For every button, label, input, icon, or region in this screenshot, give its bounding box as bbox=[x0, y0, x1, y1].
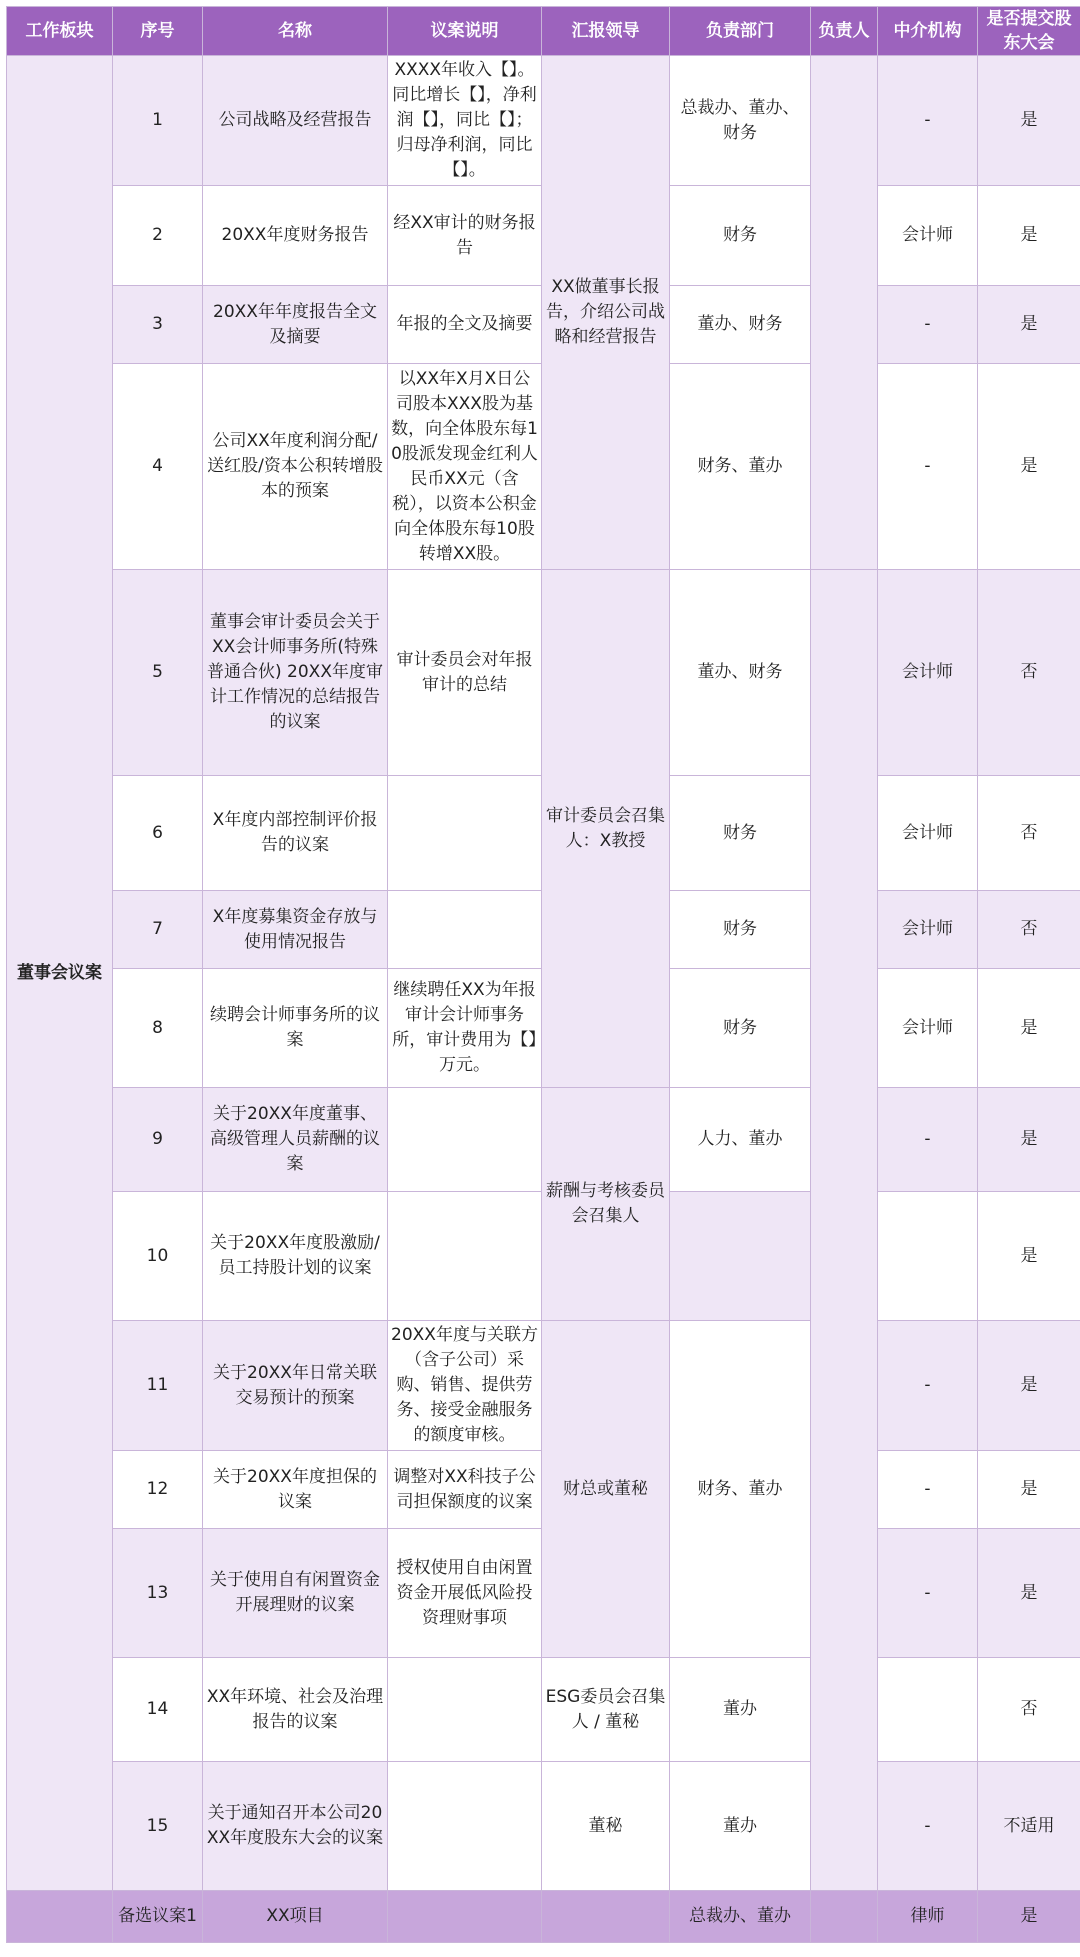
proposal-description: 以XX年X月X日公司股本XXX股为基数，向全体股东每10股派发现金红利人民币XX元（含税），以资本公积金向全体股东每10股转增XX股。 bbox=[388, 364, 542, 570]
proposal-name: 20XX年年度报告全文及摘要 bbox=[203, 286, 388, 364]
header-cell: 负责部门 bbox=[670, 7, 811, 56]
report-leader: ESG委员会召集人 / 董秘 bbox=[542, 1658, 670, 1762]
row-number: 3 bbox=[113, 286, 203, 364]
header-cell: 负责人 bbox=[811, 7, 878, 56]
responsible-dept: 财务 bbox=[670, 891, 811, 969]
proposal-name: 董事会审计委员会关于XX会计师事务所(特殊普通合伙) 20XX年度审计工作情况的总结报告的议案 bbox=[203, 570, 388, 776]
submit-flag: 是 bbox=[978, 1529, 1080, 1658]
intermediary bbox=[878, 1658, 978, 1762]
responsible-person bbox=[811, 570, 878, 1891]
proposal-name: 公司XX年度利润分配/送红股/资本公积转增股本的预案 bbox=[203, 364, 388, 570]
row-number: 11 bbox=[113, 1321, 203, 1451]
submit-flag: 是 bbox=[978, 1321, 1080, 1451]
report-leader bbox=[542, 1891, 670, 1943]
row-number: 1 bbox=[113, 56, 203, 186]
intermediary: 律师 bbox=[878, 1891, 978, 1943]
report-leader: 董秘 bbox=[542, 1762, 670, 1891]
intermediary: 会计师 bbox=[878, 776, 978, 891]
row-number: 2 bbox=[113, 186, 203, 286]
table-row bbox=[7, 570, 1080, 776]
proposal-description: 继续聘任XX为年报审计会计师事务所，审计费用为【】万元。 bbox=[388, 969, 542, 1088]
submit-flag: 是 bbox=[978, 364, 1080, 570]
proposal-description bbox=[388, 1192, 542, 1321]
section-cell: 董事会议案 bbox=[7, 56, 113, 1891]
table-row bbox=[7, 1762, 1080, 1891]
row-number: 9 bbox=[113, 1088, 203, 1192]
responsible-dept: 财务 bbox=[670, 776, 811, 891]
proposal-name: 关于通知召开本公司20XX年度股东大会的议案 bbox=[203, 1762, 388, 1891]
submit-flag: 是 bbox=[978, 56, 1080, 186]
header-cell: 汇报领导 bbox=[542, 7, 670, 56]
submit-flag: 否 bbox=[978, 776, 1080, 891]
submit-flag: 是 bbox=[978, 286, 1080, 364]
intermediary: - bbox=[878, 1321, 978, 1451]
alternate-proposal-row bbox=[7, 1891, 1080, 1943]
proposal-description bbox=[388, 1658, 542, 1762]
row-number: 12 bbox=[113, 1451, 203, 1529]
intermediary: - bbox=[878, 1762, 978, 1891]
intermediary: - bbox=[878, 1529, 978, 1658]
board-proposal-table bbox=[6, 6, 1080, 1943]
intermediary: - bbox=[878, 56, 978, 186]
responsible-dept: 董办 bbox=[670, 1762, 811, 1891]
proposal-description bbox=[388, 776, 542, 891]
responsible-dept: 总裁办、董办 bbox=[670, 1891, 811, 1943]
header-cell: 中介机构 bbox=[878, 7, 978, 56]
proposal-description: 授权使用自由闲置资金开展低风险投资理财事项 bbox=[388, 1529, 542, 1658]
proposal-name: 续聘会计师事务所的议案 bbox=[203, 969, 388, 1088]
proposal-name: X年度募集资金存放与使用情况报告 bbox=[203, 891, 388, 969]
intermediary: - bbox=[878, 286, 978, 364]
responsible-dept: 财务 bbox=[670, 969, 811, 1088]
submit-flag: 是 bbox=[978, 1088, 1080, 1192]
header-cell: 工作板块 bbox=[7, 7, 113, 56]
row-number: 7 bbox=[113, 891, 203, 969]
proposal-description: 审计委员会对年报审计的总结 bbox=[388, 570, 542, 776]
proposal-description bbox=[388, 1088, 542, 1192]
responsible-person bbox=[811, 1891, 878, 1943]
table-row bbox=[7, 1088, 1080, 1192]
row-number: 5 bbox=[113, 570, 203, 776]
proposal-name: 关于20XX年度担保的议案 bbox=[203, 1451, 388, 1529]
row-number: 14 bbox=[113, 1658, 203, 1762]
intermediary: - bbox=[878, 1451, 978, 1529]
submit-flag: 否 bbox=[978, 570, 1080, 776]
section-cell-empty bbox=[7, 1891, 113, 1943]
submit-flag: 不适用 bbox=[978, 1762, 1080, 1891]
row-number: 15 bbox=[113, 1762, 203, 1891]
row-number: 6 bbox=[113, 776, 203, 891]
table-row bbox=[7, 1658, 1080, 1762]
responsible-dept: 人力、董办 bbox=[670, 1088, 811, 1192]
proposal-description bbox=[388, 1762, 542, 1891]
proposal-description bbox=[388, 1891, 542, 1943]
proposal-description: XXXX年收入【】。同比增长【】，净利润【】，同比【】；归母净利润，同比【】。 bbox=[388, 56, 542, 186]
proposal-name: X年度内部控制评价报告的议案 bbox=[203, 776, 388, 891]
proposal-name: 20XX年度财务报告 bbox=[203, 186, 388, 286]
submit-flag: 否 bbox=[978, 1658, 1080, 1762]
responsible-dept: 董办、财务 bbox=[670, 570, 811, 776]
row-number: 10 bbox=[113, 1192, 203, 1321]
header-cell: 序号 bbox=[113, 7, 203, 56]
submit-flag: 是 bbox=[978, 1192, 1080, 1321]
intermediary: 会计师 bbox=[878, 891, 978, 969]
header-cell: 议案说明 bbox=[388, 7, 542, 56]
proposal-name: XX项目 bbox=[203, 1891, 388, 1943]
responsible-person bbox=[811, 56, 878, 570]
proposal-description bbox=[388, 891, 542, 969]
intermediary: 会计师 bbox=[878, 969, 978, 1088]
report-leader: 审计委员会召集人：X教授 bbox=[542, 570, 670, 1088]
proposal-name: XX年环境、社会及治理报告的议案 bbox=[203, 1658, 388, 1762]
intermediary: - bbox=[878, 364, 978, 570]
proposal-name: 关于使用自有闲置资金开展理财的议案 bbox=[203, 1529, 388, 1658]
responsible-dept: 财务、董办 bbox=[670, 1321, 811, 1658]
proposal-description: 经XX审计的财务报告 bbox=[388, 186, 542, 286]
report-leader: 薪酬与考核委员会召集人 bbox=[542, 1088, 670, 1321]
responsible-dept: 财务 bbox=[670, 186, 811, 286]
alternate-label: 备选议案1 bbox=[113, 1891, 203, 1943]
submit-flag: 是 bbox=[978, 186, 1080, 286]
report-leader: XX做董事长报告，介绍公司战略和经营报告 bbox=[542, 56, 670, 570]
responsible-dept: 董办 bbox=[670, 1658, 811, 1762]
proposal-description: 调整对XX科技子公司担保额度的议案 bbox=[388, 1451, 542, 1529]
header-row bbox=[7, 7, 1080, 56]
table-row bbox=[7, 56, 1080, 186]
submit-flag: 否 bbox=[978, 891, 1080, 969]
proposal-name: 关于20XX年度股激励/员工持股计划的议案 bbox=[203, 1192, 388, 1321]
responsible-dept bbox=[670, 1192, 811, 1321]
proposal-description: 年报的全文及摘要 bbox=[388, 286, 542, 364]
header-cell: 是否提交股东大会 bbox=[978, 7, 1080, 56]
responsible-dept: 总裁办、董办、财务 bbox=[670, 56, 811, 186]
header-cell: 名称 bbox=[203, 7, 388, 56]
proposal-name: 公司战略及经营报告 bbox=[203, 56, 388, 186]
report-leader: 财总或董秘 bbox=[542, 1321, 670, 1658]
submit-flag: 是 bbox=[978, 1451, 1080, 1529]
submit-flag: 是 bbox=[978, 1891, 1080, 1943]
row-number: 8 bbox=[113, 969, 203, 1088]
intermediary: - bbox=[878, 1088, 978, 1192]
proposal-name: 关于20XX年日常关联交易预计的预案 bbox=[203, 1321, 388, 1451]
submit-flag: 是 bbox=[978, 969, 1080, 1088]
row-number: 4 bbox=[113, 364, 203, 570]
proposal-table-wrapper bbox=[6, 6, 1080, 1943]
responsible-dept: 财务、董办 bbox=[670, 364, 811, 570]
row-number: 13 bbox=[113, 1529, 203, 1658]
table-row bbox=[7, 1321, 1080, 1451]
proposal-description: 20XX年度与关联方（含子公司）采购、销售、提供劳务、接受金融服务的额度审核。 bbox=[388, 1321, 542, 1451]
proposal-name: 关于20XX年度董事、高级管理人员薪酬的议案 bbox=[203, 1088, 388, 1192]
intermediary bbox=[878, 1192, 978, 1321]
intermediary: 会计师 bbox=[878, 570, 978, 776]
responsible-dept: 董办、财务 bbox=[670, 286, 811, 364]
intermediary: 会计师 bbox=[878, 186, 978, 286]
